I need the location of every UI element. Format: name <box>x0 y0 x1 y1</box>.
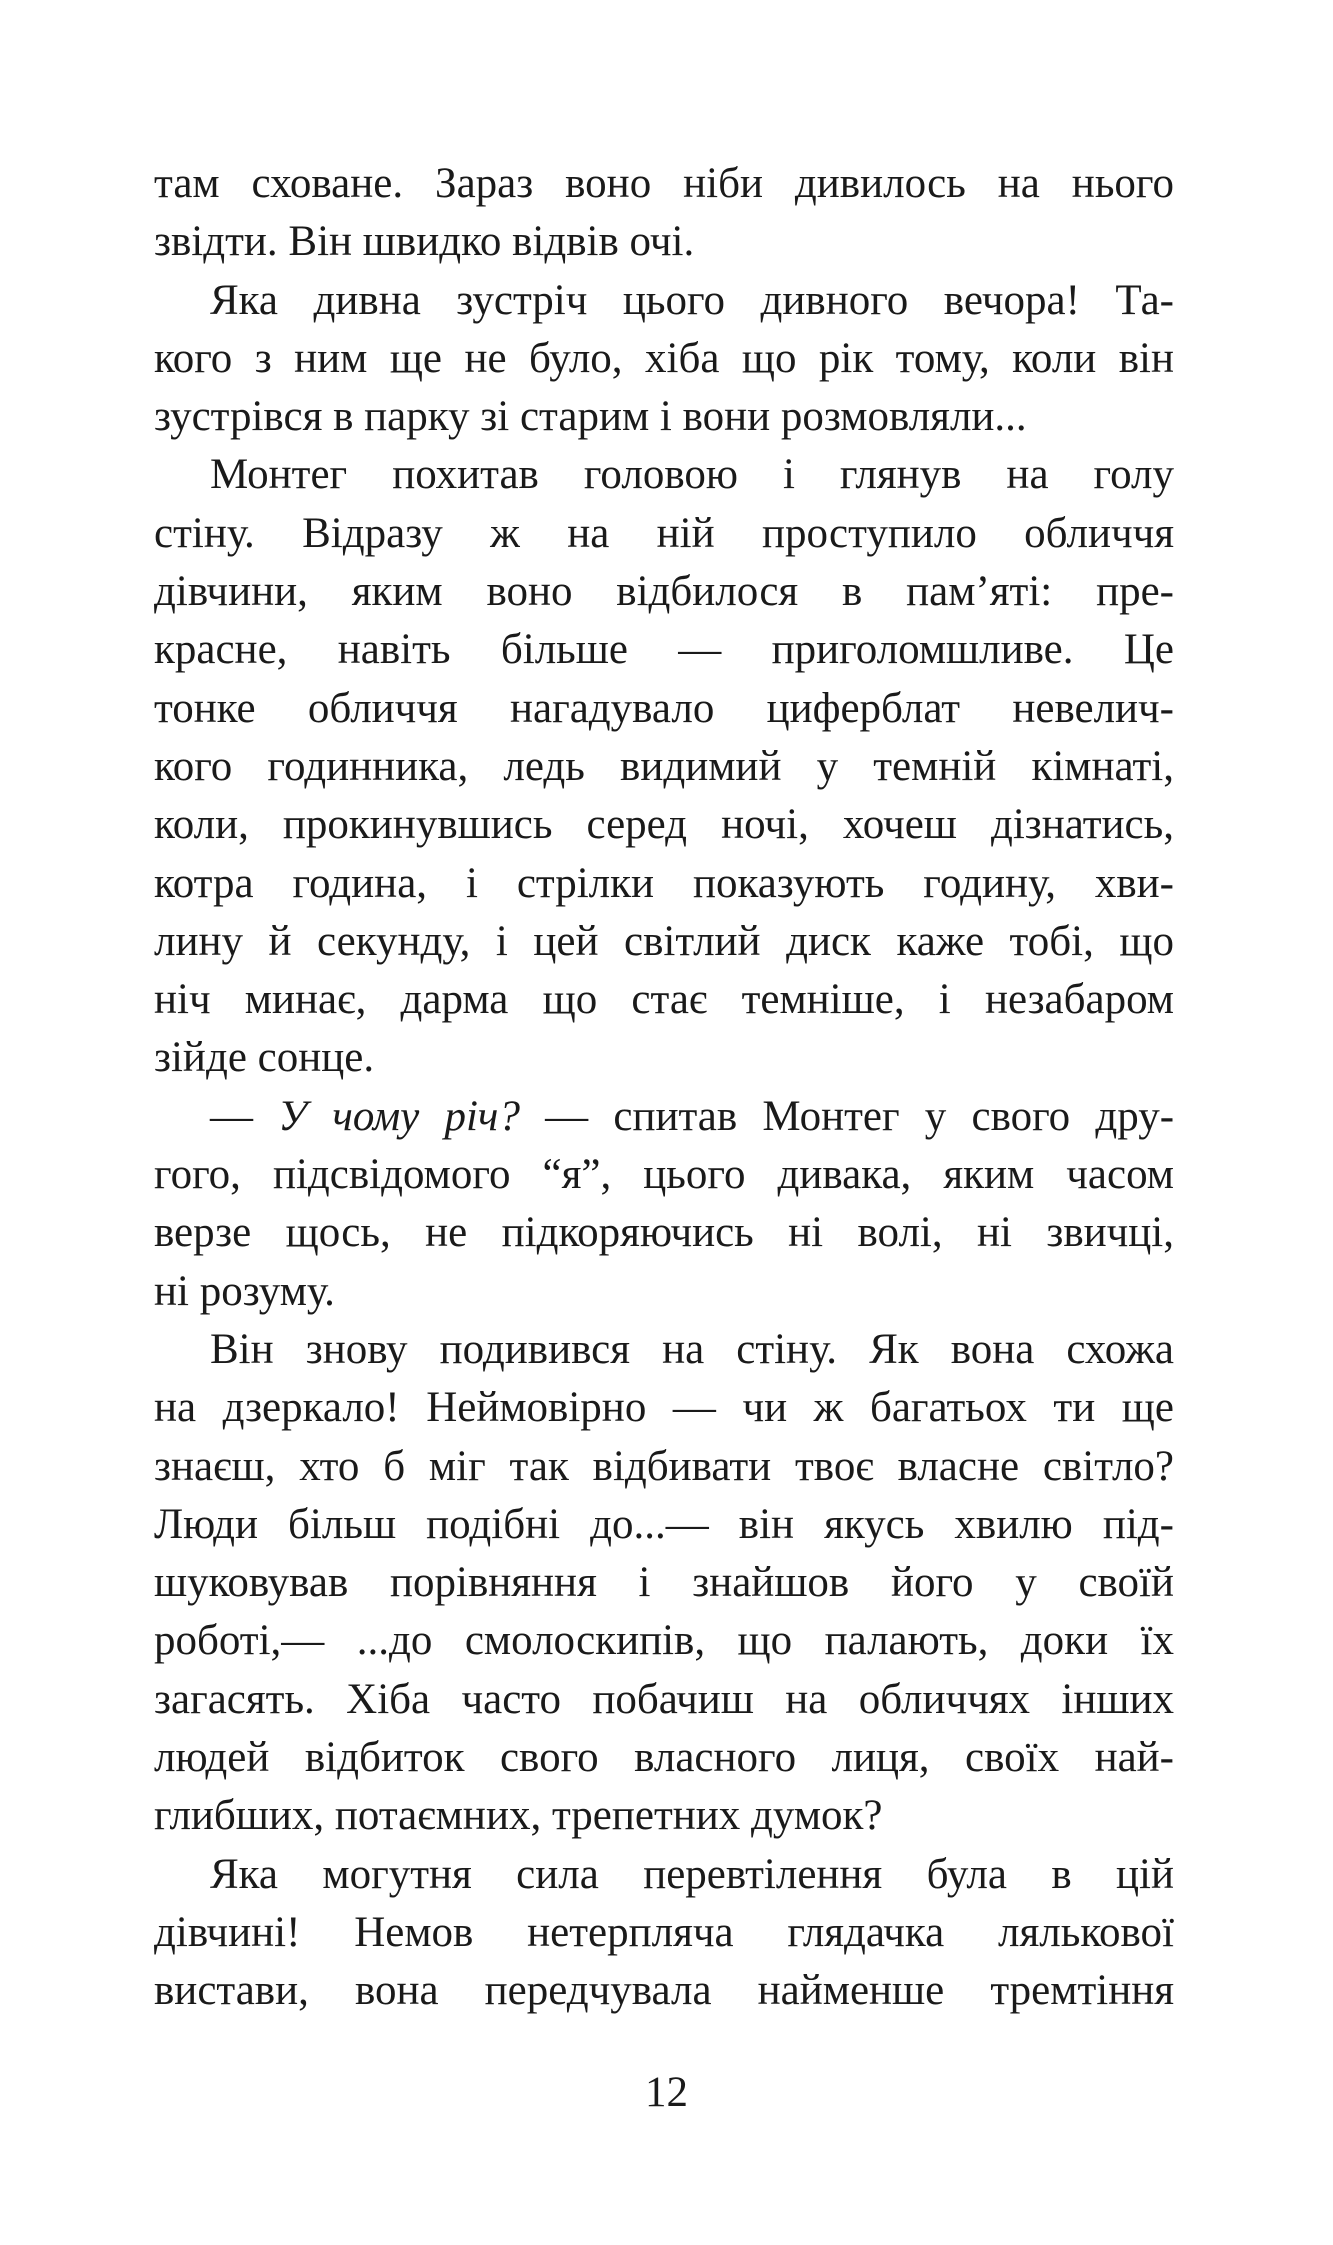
text-line: Він знову подивився на стіну. Як вона схожа <box>210 1325 1174 1373</box>
text-line: кого з ним ще не було, хіба що рік тому, коли він <box>154 334 1174 382</box>
body-text <box>154 155 1174 2021</box>
text-line: роботі,— ...до смолоскипів, що палають, доки їх <box>154 1617 1174 1665</box>
dialogue-rest: — спитав Монтег у свого дру- <box>519 1092 1175 1140</box>
text-line: зустрівся в парку зі старим і вони розмовляли... <box>154 393 1027 441</box>
text-line: звідти. Він швидко відвів очі. <box>154 218 695 266</box>
text-line: котра година, і стрілки показують годину, хви- <box>154 859 1174 907</box>
dialogue-dash: — <box>210 1092 279 1140</box>
italic-question: У чому річ? <box>278 1092 520 1140</box>
text-line: Монтег похитав головою і глянув на голу <box>210 451 1174 499</box>
text-line: глибших, потаємних, трепетних думок? <box>154 1792 883 1840</box>
text-line: красне, навіть більше — приголомшливе. Це <box>154 626 1174 674</box>
text-line: стіну. Відразу ж на ній проступило обличчя <box>154 509 1174 557</box>
text-line: Люди більш подібні до...— він якусь хвилю під- <box>154 1500 1174 1548</box>
text-line: кого годинника, ледь видимий у темній кімнаті, <box>154 742 1174 790</box>
text-line: на дзеркало! Неймовірно — чи ж багатьох ти ще <box>154 1384 1174 1432</box>
text-line: ні розуму. <box>154 1267 335 1315</box>
text-line: дівчини, яким воно відбилося в пам’яті: пре- <box>154 568 1174 616</box>
text-line: загасять. Хіба часто побачиш на обличчях інших <box>154 1675 1174 1723</box>
text-line-dialogue <box>154 1088 1174 1146</box>
page-number: 12 <box>645 2069 688 2116</box>
text-line: зійде сонце. <box>154 1034 375 1082</box>
text-line: лину й секунду, і цей світлий диск каже тобі, що <box>154 917 1174 965</box>
text-line: людей відбиток свого власного лиця, своїх най- <box>154 1734 1174 1782</box>
text-line: тонке обличчя нагадувало циферблат невелич- <box>154 684 1174 732</box>
text-line: Яка дивна зустріч цього дивного вечора! Та- <box>210 276 1174 324</box>
text-line: ніч минає, дарма що стає темніше, і незабаром <box>154 976 1174 1024</box>
text-line: дівчині! Немов нетерпляча глядачка лялькової <box>154 1908 1174 1956</box>
text-line: верзе щось, не підкоряючись ні волі, ні звичці, <box>154 1209 1174 1257</box>
text-line: шуковував порівняння і знайшов його у своїй <box>154 1559 1174 1607</box>
text-line: коли, прокинувшись серед ночі, хочеш дізнатись, <box>154 801 1174 849</box>
text-line: знаєш, хто б міг так відбивати твоє власне світло? <box>154 1442 1174 1490</box>
text-line: Яка могутня сила перевтілення була в цій <box>210 1850 1174 1898</box>
text-line: там сховане. Зараз воно ніби дивилось на нього <box>154 160 1174 207</box>
text-line: гого, підсвідомого “я”, цього дивака, яким часом <box>154 1151 1174 1199</box>
text-line: вистави, вона передчувала найменше тремтіння <box>154 1967 1174 2015</box>
